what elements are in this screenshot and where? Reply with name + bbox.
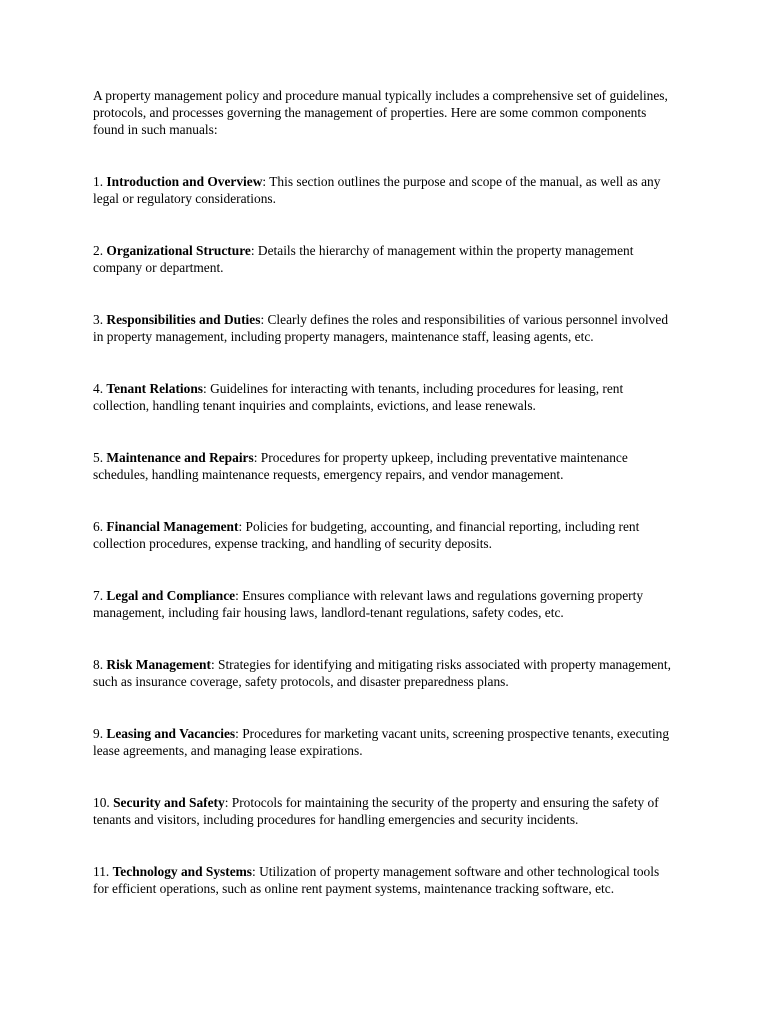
item-text: : Guidelines for interacting with tenants, including procedures for leasing, rent collection, handling tenant inquiries and complaints, evictions, and lease renewals. bbox=[93, 381, 624, 413]
item-number: 11. bbox=[93, 864, 110, 879]
document-page bbox=[93, 87, 678, 897]
item-number: 7. bbox=[93, 588, 104, 603]
list-item bbox=[93, 863, 678, 897]
list-item bbox=[93, 242, 678, 276]
item-title: Legal and Compliance bbox=[106, 588, 236, 603]
item-title: Maintenance and Repairs bbox=[106, 450, 254, 465]
item-text: : Procedures for marketing vacant units, screening prospective tenants, executing lease agreements, and managing lease expirations. bbox=[93, 726, 670, 758]
item-number: 2. bbox=[93, 243, 104, 258]
item-title: Responsibilities and Duties bbox=[106, 312, 261, 327]
list-item bbox=[93, 725, 678, 759]
item-number: 10. bbox=[93, 795, 110, 810]
list-item bbox=[93, 656, 678, 690]
item-text: : Utilization of property management software and other technological tools for efficient operations, such as online rent payment systems, maintenance tracking software, etc. bbox=[93, 864, 660, 896]
list-item bbox=[93, 518, 678, 552]
list-item bbox=[93, 587, 678, 621]
item-text: : Ensures compliance with relevant laws and regulations governing property management, including fair housing laws, landlord-tenant regulations, safety codes, etc. bbox=[93, 588, 644, 620]
item-title: Tenant Relations bbox=[106, 381, 204, 396]
item-number: 4. bbox=[93, 381, 104, 396]
item-title: Security and Safety bbox=[113, 795, 225, 810]
item-number: 3. bbox=[93, 312, 104, 327]
item-title: Risk Management bbox=[106, 657, 211, 672]
item-title: Technology and Systems bbox=[112, 864, 253, 879]
item-text: : Details the hierarchy of management within the property management company or department. bbox=[93, 243, 634, 275]
list-item bbox=[93, 794, 678, 828]
item-text: : Clearly defines the roles and responsibilities of various personnel involved in property management, including property managers, maintenance staff, leasing agents, etc. bbox=[93, 312, 669, 344]
item-title: Leasing and Vacancies bbox=[106, 726, 236, 741]
item-number: 1. bbox=[93, 174, 104, 189]
item-text: : Protocols for maintaining the security of the property and ensuring the safety of tenants and visitors, including procedures for handling emergencies and security incidents. bbox=[93, 795, 659, 827]
item-text: : Procedures for property upkeep, including preventative maintenance schedules, handling maintenance requests, emergency repairs, and vendor management. bbox=[93, 450, 628, 482]
item-number: 8. bbox=[93, 657, 104, 672]
list-item bbox=[93, 311, 678, 345]
item-number: 6. bbox=[93, 519, 104, 534]
item-title: Organizational Structure bbox=[106, 243, 251, 258]
list-item bbox=[93, 380, 678, 414]
item-title: Introduction and Overview bbox=[106, 174, 263, 189]
list-item bbox=[93, 449, 678, 483]
item-title: Financial Management bbox=[106, 519, 239, 534]
intro-paragraph: A property management policy and procedure manual typically includes a comprehensive set of guidelines, protocols, and processes governing the management of properties. Here are some common components found in such manuals: bbox=[93, 88, 668, 137]
item-number: 5. bbox=[93, 450, 104, 465]
item-text: : This section outlines the purpose and scope of the manual, as well as any legal or regulatory considerations. bbox=[93, 174, 661, 206]
item-text: : Policies for budgeting, accounting, and financial reporting, including rent collection procedures, expense tracking, and handling of security deposits. bbox=[93, 519, 640, 551]
list-item bbox=[93, 173, 678, 207]
item-number: 9. bbox=[93, 726, 104, 741]
item-text: : Strategies for identifying and mitigating risks associated with property management, such as insurance coverage, safety protocols, and disaster preparedness plans. bbox=[93, 657, 671, 689]
